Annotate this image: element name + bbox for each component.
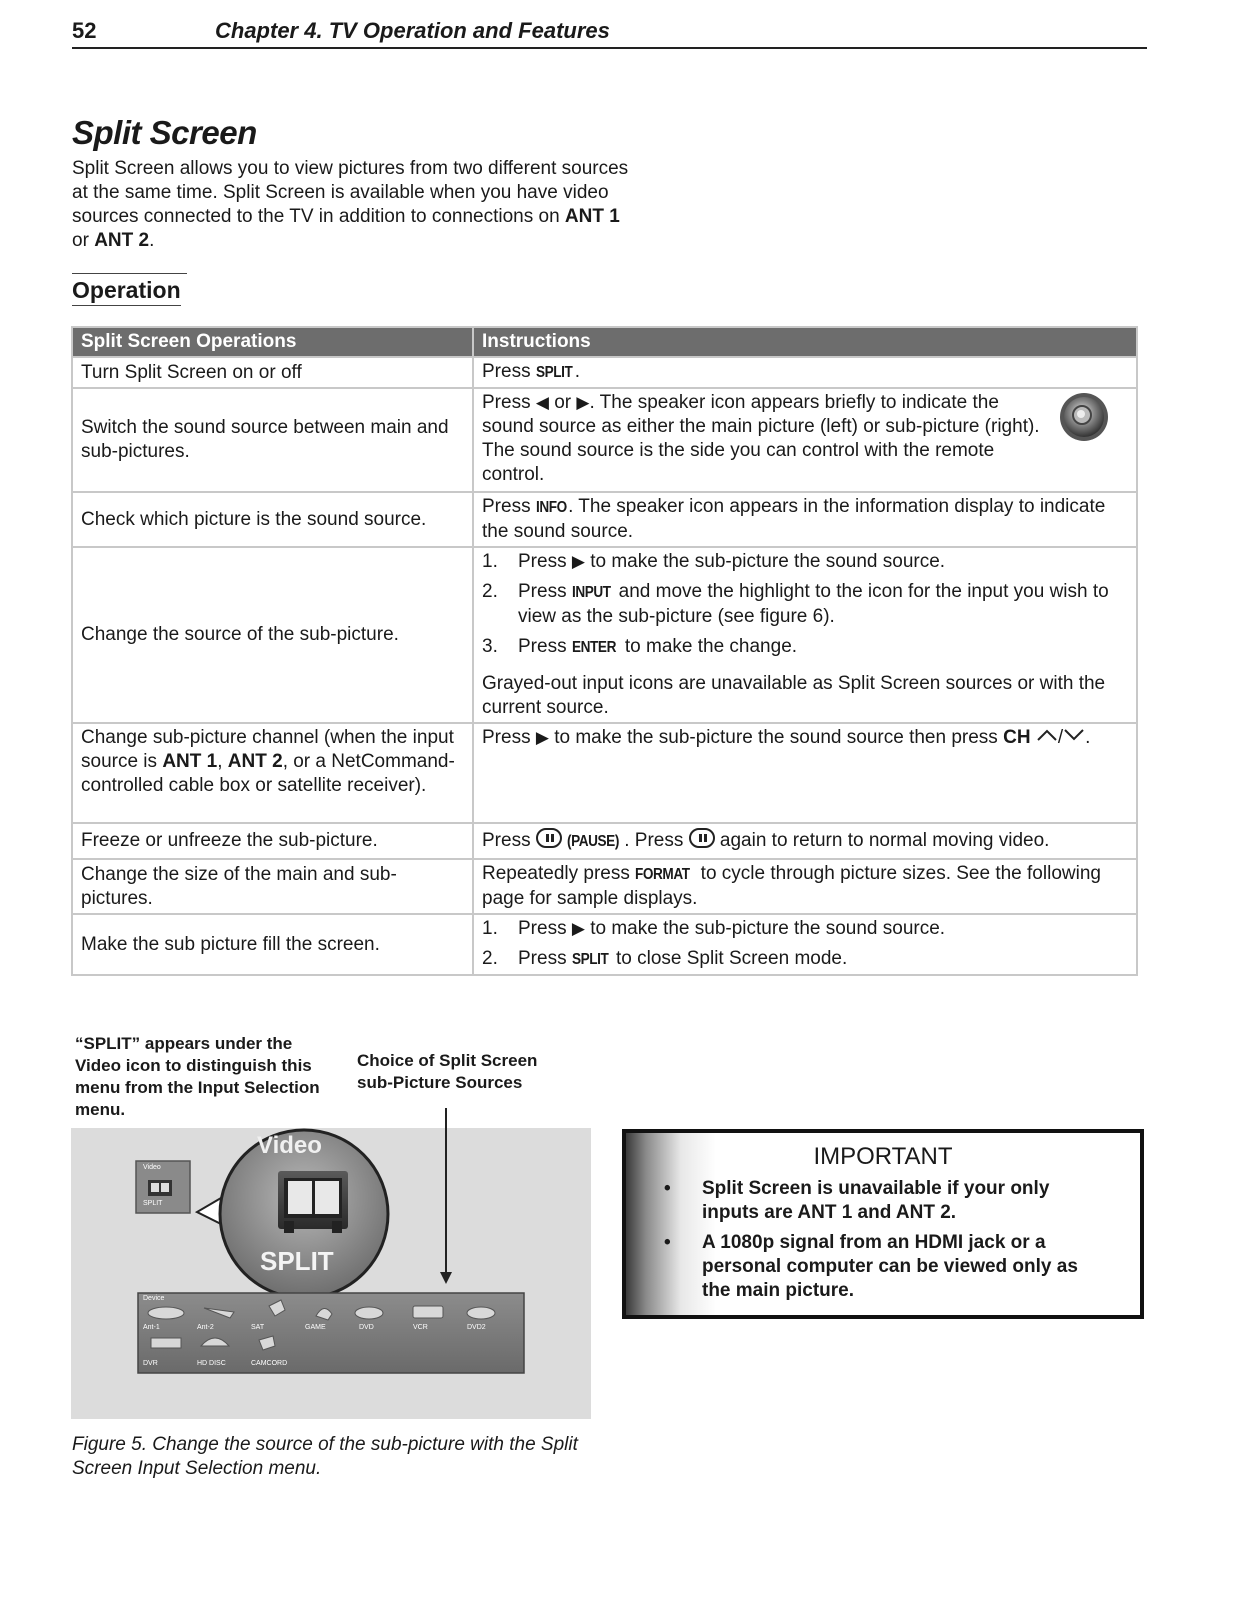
speaker-icon [1058, 391, 1110, 443]
small-video-label: Video [143, 1164, 161, 1171]
table-row [72, 492, 1137, 547]
operation-rule [72, 273, 187, 274]
table-row [72, 723, 1137, 823]
device-label[interactable]: CAMCORD [251, 1360, 288, 1367]
table-row [72, 547, 1137, 723]
important-title: IMPORTANT [813, 1143, 953, 1170]
figure-label-sources: Choice of Split Screen sub-Picture Sources [357, 1051, 538, 1092]
table-row [72, 388, 1137, 492]
table-header-row [72, 327, 1137, 357]
instruction-cell: 1. Press ▶ to make the sub-picture the sound source. 2. Press INPUT and move the highlight to the icon for the input you wish to view as the sub-picture (see figure 6). 3. Press ENTER to make the change. Grayed-out input icons are unavailable as Split Screen sources or with the current source. [473, 547, 1137, 723]
chapter-title: Chapter 4. TV Operation and Features [215, 18, 610, 43]
table-row [72, 823, 1137, 859]
section-title: Split Screen [72, 114, 257, 151]
note-text: Grayed-out input icons are unavailable as Split Screen sources or with the current source. [482, 673, 1106, 718]
operations-table [71, 326, 1138, 976]
pause-icon [536, 828, 562, 848]
key-label: SPLIT [571, 951, 609, 968]
left-arrow-icon: ◀ [535, 393, 549, 412]
channel-up-icon [1036, 728, 1058, 742]
important-box [622, 1129, 1144, 1319]
operation-heading: Operation [72, 277, 181, 306]
table-row [72, 859, 1137, 914]
key-label: (PAUSE) [567, 833, 620, 850]
operation-cell: Switch the sound source between main and sub-pictures. [72, 388, 473, 492]
list-item: • A 1080p signal from an HDMI jack or a personal computer can be viewed only as the main picture. [664, 1232, 1078, 1301]
device-label[interactable]: Ant-2 [197, 1324, 214, 1331]
device-label[interactable]: DVD [359, 1324, 374, 1331]
instruction-cell: Press ▶ to make the sub-picture the sound source then press CH / . [473, 723, 1137, 823]
key-label: SPLIT [535, 364, 573, 381]
intro-paragraph: Split Screen allows you to view pictures from two different sources at the same time. Split Screen is available when you have video sources connected to the TV in addition to connections on ANT 1 or ANT 2. [72, 158, 629, 251]
right-arrow-icon: ▶ [571, 919, 585, 938]
device-label[interactable]: Ant-1 [143, 1324, 160, 1331]
instruction-cell: Press INFO. The speaker icon appears in the information display to indicate the sound source. [473, 492, 1137, 547]
table-row [72, 357, 1137, 388]
key-label: ENTER [571, 639, 616, 656]
device-menu-title: Device [143, 1295, 165, 1302]
right-arrow-icon: ▶ [535, 728, 549, 747]
key-label: FORMAT [635, 866, 690, 883]
device-label[interactable]: SAT [251, 1324, 265, 1331]
key-label: INPUT [571, 584, 611, 601]
pause-icon [689, 828, 715, 848]
right-arrow-icon: ▶ [576, 393, 590, 412]
device-label[interactable]: GAME [305, 1324, 326, 1331]
zoom-split-label: SPLIT [260, 1246, 334, 1276]
zoom-video-label: Video [257, 1132, 322, 1159]
table-row [72, 914, 1137, 975]
operation-cell: Freeze or unfreeze the sub-picture. [72, 823, 473, 859]
instruction-cell: 1. Press ▶ to make the sub-picture the sound source. 2. Press SPLIT to close Split Screen mode. [473, 914, 1137, 975]
device-label[interactable]: DVD2 [467, 1324, 486, 1331]
key-label: INFO [535, 499, 567, 516]
device-label[interactable]: DVR [143, 1360, 158, 1367]
figure-screenshot [71, 1128, 591, 1419]
device-label[interactable]: VCR [413, 1324, 428, 1331]
instruction-cell: Press ◀ or ▶. The speaker icon appears briefly to indicate the sound source as either the main picture (left) or sub-picture (right). The sound source is the side you can control with the remote control. [473, 388, 1137, 492]
operation-cell: Check which picture is the sound source. [72, 492, 473, 547]
instruction-cell: Press SPLIT . [473, 357, 1137, 388]
header-rule [72, 47, 1147, 49]
operation-cell: Change the size of the main and sub-pictures. [72, 859, 473, 914]
operation-cell: Turn Split Screen on or off [72, 357, 473, 388]
operation-cell: Change the source of the sub-picture. [72, 547, 473, 723]
instruction-cell: Press (PAUSE) . Press again to return to normal moving video. [473, 823, 1137, 859]
column-header-operations: Split Screen Operations [72, 327, 473, 357]
pointer-arrow [436, 1108, 456, 1286]
small-split-label: SPLIT [143, 1200, 163, 1207]
device-label[interactable]: HD DISC [197, 1360, 226, 1367]
list-item: • Split Screen is unavailable if your only inputs are ANT 1 and ANT 2. [664, 1178, 1050, 1223]
figure-caption: Figure 5. Change the source of the sub-picture with the Split Screen Input Selection menu. [72, 1434, 578, 1479]
device-row-2 [143, 1360, 343, 1367]
figure-label-split: “SPLIT” appears under the Video icon to distinguish this menu from the Input Selection menu. [75, 1034, 320, 1119]
device-row-1 [143, 1324, 523, 1331]
important-list [664, 1177, 1104, 1309]
instruction-cell: Repeatedly press FORMAT to cycle through picture sizes. See the following page for sample displays. [473, 859, 1137, 914]
right-arrow-icon: ▶ [571, 552, 585, 571]
operation-cell: Make the sub picture fill the screen. [72, 914, 473, 975]
column-header-instructions: Instructions [473, 327, 1137, 357]
operation-cell: Change sub-picture channel (when the input source is ANT 1, ANT 2, or a NetCommand-controlled cable box or satellite receiver). [72, 723, 473, 823]
page-number: 52 [72, 18, 97, 43]
channel-down-icon [1063, 728, 1085, 742]
